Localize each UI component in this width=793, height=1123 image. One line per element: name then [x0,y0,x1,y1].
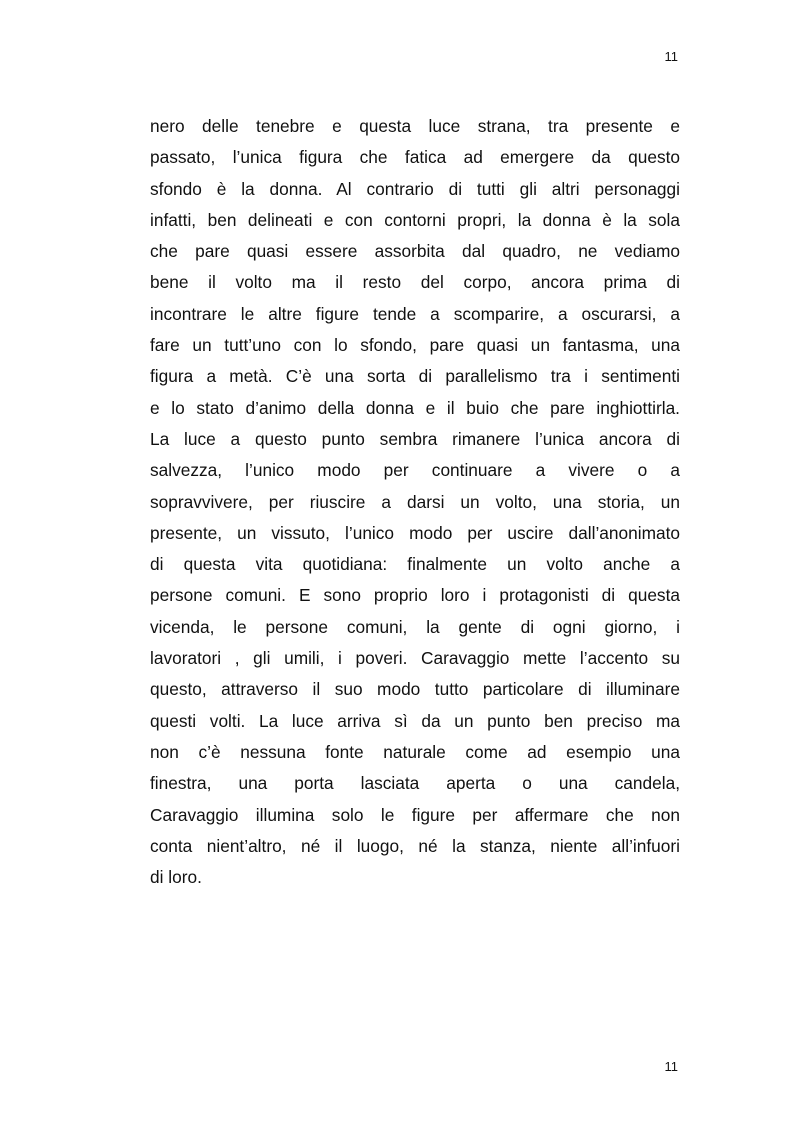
text-line: conta nient’altro, né il luogo, né la stanza, niente all’infuori [150,835,680,856]
text-line: non c’è nessuna fonte naturale come ad esempio una [150,741,680,762]
text-line: Caravaggio illumina solo le figure per affermare che non [150,804,680,825]
text-line: presente, un vissuto, l’unico modo per uscire dall’anonimato [150,522,680,543]
text-line: sopravvivere, per riuscire a darsi un volto, una storia, un [150,491,680,512]
text-line: La luce a questo punto sembra rimanere l’unica ancora di [150,428,680,449]
text-line: questi volti. La luce arriva sì da un punto ben preciso ma [150,710,680,731]
text-line: passato, l’unica figura che fatica ad emergere da questo [150,147,680,168]
text-line: di loro. [150,867,202,888]
text-line: che pare quasi essere assorbita dal quadro, ne vediamo [150,241,680,262]
text-line: questo, attraverso il suo modo tutto particolare di illuminare [150,679,680,700]
text-line: di questa vita quotidiana: finalmente un volto anche a [150,554,680,575]
text-line: salvezza, l’unico modo per continuare a vivere o a [150,460,680,481]
page-number-bottom: 11 [664,1059,678,1074]
text-line: figura a metà. C’è una sorta di parallelismo tra i sentimenti [150,366,680,387]
text-line: infatti, ben delineati e con contorni propri, la donna è la sola [150,209,680,230]
text-line: finestra, una porta lasciata aperta o una candela, [150,773,680,794]
text-line: e lo stato d’animo della donna e il buio che pare inghiottirla. [150,397,680,418]
page-number-top: 11 [664,49,678,64]
text-line: bene il volto ma il resto del corpo, ancora prima di [150,272,680,293]
text-line: incontrare le altre figure tende a scomparire, a oscurarsi, a [150,303,680,324]
body-paragraph [150,114,680,896]
text-line: lavoratori , gli umili, i poveri. Caravaggio mette l’accento su [150,648,680,669]
text-line: fare un tutt’uno con lo sfondo, pare quasi un fantasma, una [150,335,680,356]
text-line: sfondo è la donna. Al contrario di tutti gli altri personaggi [150,178,680,199]
text-line: vicenda, le persone comuni, la gente di ogni giorno, i [150,616,680,637]
text-line: persone comuni. E sono proprio loro i protagonisti di questa [150,585,680,606]
text-line: nero delle tenebre e questa luce strana, tra presente e [150,116,680,136]
